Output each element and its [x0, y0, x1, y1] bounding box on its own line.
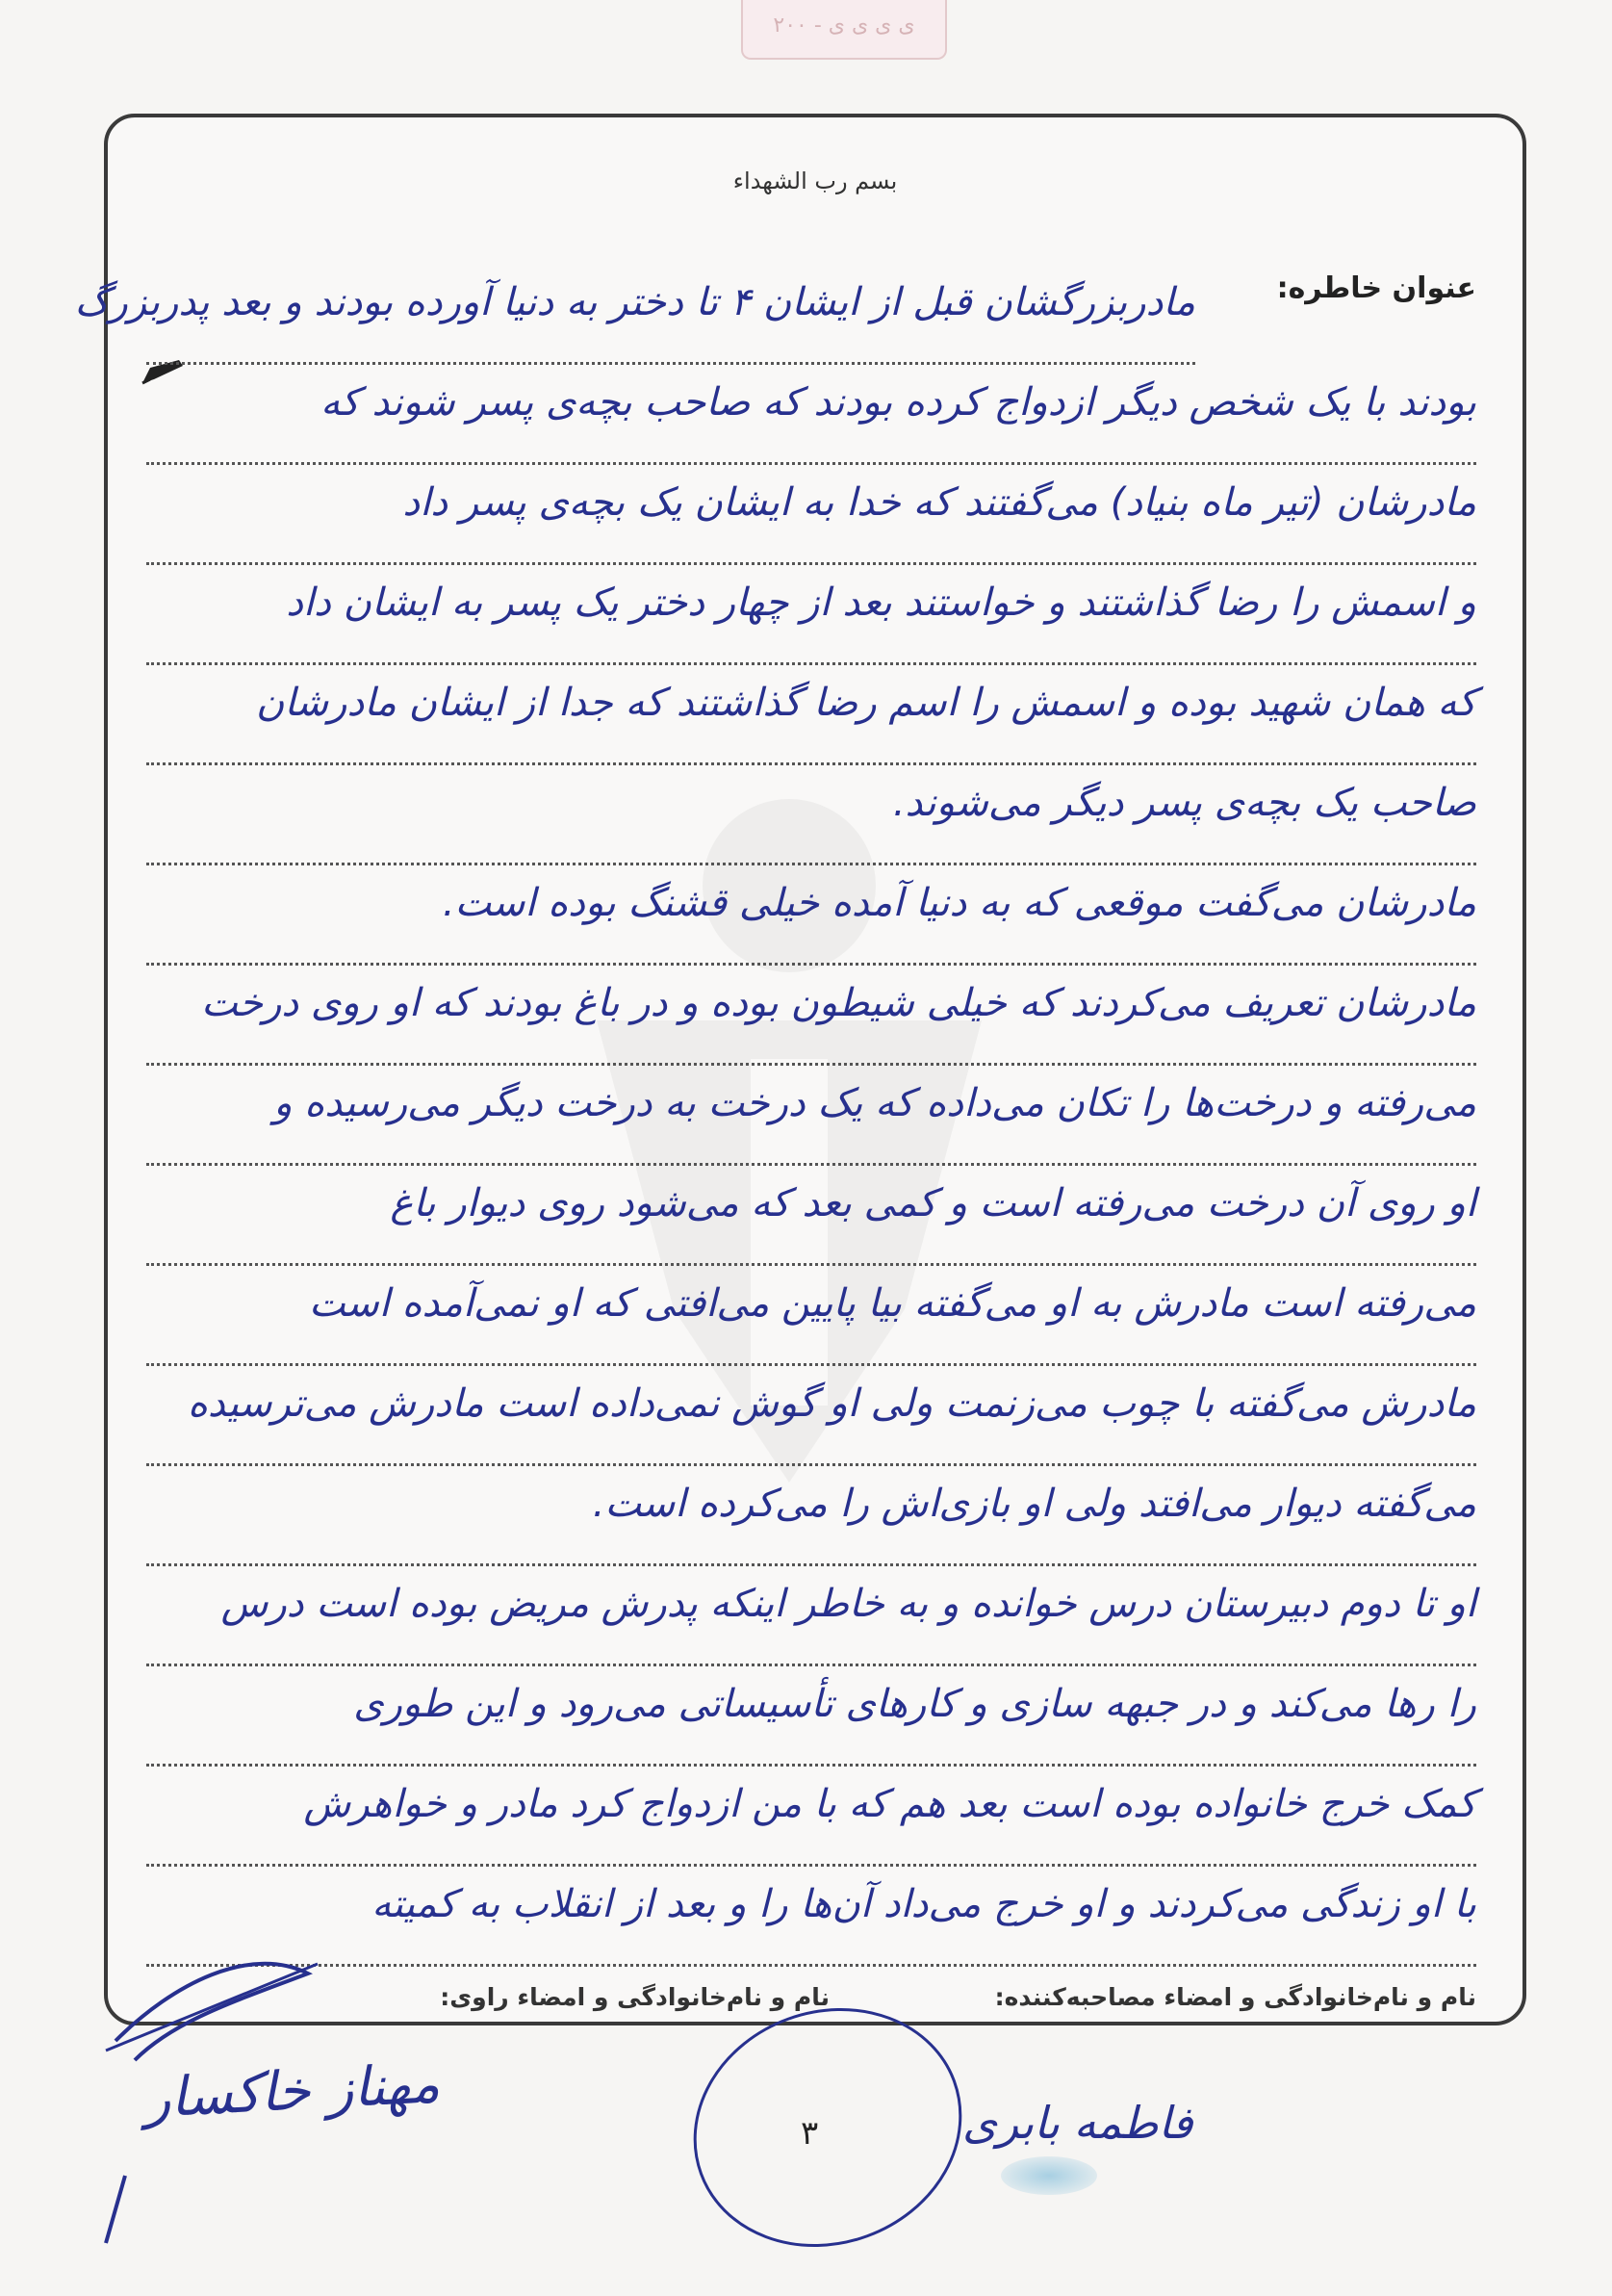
handwritten-line: با او زندگی می‌کردند و او خرج می‌داد آن‌ها را و بعد از انقلاب به کمیته — [146, 1864, 1476, 1967]
stamp-text: ۲۰۰ - ی ی ی ی — [773, 13, 915, 38]
handwritten-line: مادرش می‌گفته با چوب می‌زنمت ولی او گوش نمی‌داده است مادرش می‌ترسیده — [146, 1363, 1476, 1466]
narrator-signature: مهناز خاکسار — [142, 2052, 442, 2130]
handwritten-line: کمک خرج خانواده بوده است بعد هم که با من ازدواج کرد مادر و خواهرش — [146, 1764, 1476, 1867]
handwritten-line: می‌گفته دیوار می‌افتد ولی او بازی‌اش را می‌کرده است. — [146, 1463, 1476, 1566]
top-stamp — [741, 0, 947, 60]
handwritten-line: مادرشان می‌گفت موقعی که به دنیا آمده خیلی قشنگ بوده است. — [146, 863, 1476, 966]
handwritten-line: می‌رفته و درخت‌ها را تکان می‌داده که یک درخت به درخت دیگر می‌رسیده و — [146, 1063, 1476, 1166]
memory-form — [74, 114, 1526, 2025]
ink-smudge — [1001, 2156, 1097, 2195]
handwritten-line: مادربزرگشان قبل از ایشان ۴ تا دختر به دنیا آورده بودند و بعد پدربزرگ — [146, 262, 1195, 365]
basmala-header: بسم رب الشهداء — [732, 168, 898, 194]
page-number: ۳ — [801, 2114, 819, 2153]
narrator-label: نام و نام‌خانوادگی و امضاء راوی: — [440, 1983, 830, 2011]
handwritten-line: که همان شهید بوده و اسمش را اسم رضا گذاشتند که جدا از ایشان مادرشان — [146, 662, 1476, 765]
handwritten-line: مادرشان (تیر ماه بنیاد) می‌گفتند که خدا به ایشان یک بچه‌ی پسر داد — [146, 462, 1476, 565]
handwritten-line: او تا دوم دبیرستان درس خوانده و به خاطر اینکه پدرش مریض بوده است درس — [146, 1563, 1476, 1666]
interviewer-signature: فاطمه بابری — [962, 2097, 1193, 2149]
handwritten-line: می‌رفته است مادرش به او می‌گفته بیا پایین می‌افتی که او نمی‌آمده است — [146, 1263, 1476, 1366]
handwritten-line: او روی آن درخت می‌رفته است و کمی بعد که می‌شود روی دیوار باغ — [146, 1163, 1476, 1266]
handwritten-line: و اسمش را رضا گذاشتند و خواستند بعد از چهار دختر یک پسر به ایشان داد — [146, 562, 1476, 665]
memory-title-label: عنوان خاطره: — [1276, 271, 1476, 305]
handwritten-line: صاحب یک بچه‌ی پسر دیگر می‌شوند. — [146, 762, 1476, 865]
handwritten-lines — [74, 117, 1522, 2022]
handwritten-line: را رها می‌کند و در جبهه سازی و کارهای تأسیساتی می‌رود و این طوری — [146, 1664, 1476, 1767]
handwritten-line: بودند با یک شخص دیگر ازدواج کرده بودند که صاحب بچه‌ی پسر شوند که — [146, 362, 1476, 465]
interviewer-label: نام و نام‌خانوادگی و امضاء مصاحبه‌کننده: — [994, 1983, 1476, 2011]
handwritten-line: مادرشان تعریف می‌کردند که خیلی شیطون بوده و در باغ بودند که او روی درخت — [146, 963, 1476, 1066]
